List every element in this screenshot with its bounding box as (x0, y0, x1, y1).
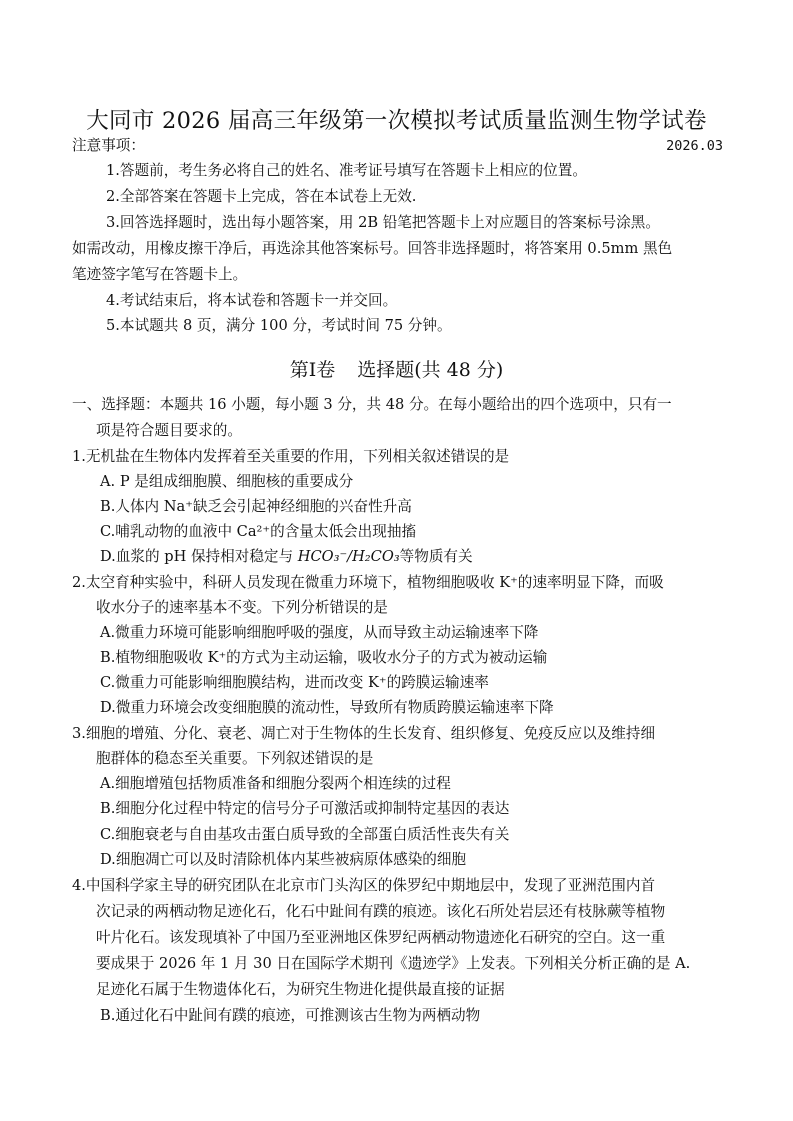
note-item-5: 5.本试题共 8 页，满分 100 分，考试时间 75 分钟。 (106, 317, 452, 334)
q1-stem: 1.无机盐在生物体内发挥着至关重要的作用，下列相关叙述错误的是 (72, 448, 510, 465)
exam-title: 大同市 2026 届高三年级第一次模拟考试质量监测生物学试卷 (86, 108, 707, 134)
q1-option-c: C.哺乳动物的血液中 Ca²⁺的含量太低会出现抽搐 (100, 523, 417, 540)
section-name: 选择题(共 48 分) (357, 359, 504, 381)
q3-stem-line-2: 胞群体的稳态至关重要。下列叙述错误的是 (96, 750, 374, 767)
q2-option-b: B.植物细胞吸收 K⁺的方式为主动运输，吸收水分子的方式为被动运输 (100, 649, 548, 666)
q2-stem-line-1: 2.太空育种实验中，科研人员发现在微重力环境下，植物细胞吸收 K⁺的速率明显下降，而吸 (72, 574, 664, 591)
note-item-3-cont-2: 笔迹签字笔写在答题卡上。 (72, 266, 248, 283)
q4-option-b: B.通过化石中趾间有蹼的痕迹，可推测该古生物为两栖动物 (100, 1007, 481, 1024)
q2-option-d: D.微重力环境会改变细胞膜的流动性，导致所有物质跨膜运输速率下降 (100, 699, 554, 716)
instructions-line-2: 项是符合题目要求的。 (96, 422, 242, 439)
q4-stem-line-4: 要成果于 2026 年 1 月 30 日在国际学术期刊《遗迹学》上发表。下列相关分析正确的是 A. (96, 955, 691, 972)
note-item-3-cont-1: 如需改动，用橡皮擦干净后，再选涂其他答案标号。回答非选择题时，将答案用 0.5mm 黑色 (72, 240, 673, 257)
q4-stem-line-3: 叶片化石。该发现填补了中国乃至亚洲地区侏罗纪两栖动物遗迹化石研究的空白。这一重 (96, 929, 666, 946)
q2-stem-line-2: 收水分子的速率基本不变。下列分析错误的是 (96, 599, 388, 616)
instructions-line-1: 一、选择题：本题共 16 小题，每小题 3 分，共 48 分。在每小题给出的四个选项中，只有一 (72, 396, 672, 413)
note-item-4: 4.考试结束后，将本试卷和答题卡一并交回。 (106, 292, 398, 309)
q3-stem-line-1: 3.细胞的增殖、分化、衰老、凋亡对于生物体的生长发育、组织修复、免疫反应以及维持细 (72, 725, 656, 742)
q3-option-b: B.细胞分化过程中特定的信号分子可激活或抑制特定基因的表达 (100, 800, 510, 817)
q4-stem-line-5: 足迹化石属于生物遗体化石，为研究生物进化提供最直接的证据 (96, 981, 505, 998)
notes-heading: 注意事项： (72, 137, 145, 154)
note-item-2: 2.全部答案在答题卡上完成，答在本试卷上无效. (106, 188, 417, 205)
section-part: 第Ⅰ卷 (289, 359, 336, 381)
q1-option-a: A. P 是组成细胞膜、细胞核的重要成分 (100, 473, 354, 490)
q1-option-b: B.人体内 Na⁺缺乏会引起神经细胞的兴奋性升高 (100, 498, 412, 515)
q1-option-d-tail: 等物质有关 (399, 548, 473, 565)
q1-option-d-text: D.血浆的 pH 保持相对稳定与 (100, 548, 294, 565)
section-heading (0, 355, 793, 382)
q4-stem-line-1: 4.中国科学家主导的研究团队在北京市门头沟区的侏罗纪中期地层中，发现了亚洲范围内首 (72, 877, 656, 894)
q2-option-c: C.微重力可能影响细胞膜结构，进而改变 K⁺的跨膜运输速率 (100, 674, 489, 691)
q3-option-c: C.细胞衰老与自由基攻击蛋白质导致的全部蛋白质活性丧失有关 (100, 826, 510, 843)
q1-option-d (100, 547, 473, 567)
q2-option-a: A.微重力环境可能影响细胞呼吸的强度，从而导致主动运输速率下降 (100, 624, 539, 641)
exam-date: 2026.03 (666, 138, 723, 154)
q4-stem-line-2: 次记录的两栖动物足迹化石，化石中趾间有蹼的痕迹。该化石所处岩层还有枝脉蕨等植物 (96, 903, 666, 920)
note-item-3: 3.回答选择题时，选出每小题答案，用 2B 铅笔把答题卡上对应题目的答案标号涂黑。 (106, 214, 660, 231)
q1-option-d-formula: HCO₃⁻/H₂CO₃ (297, 548, 400, 565)
note-item-1: 1.答题前，考生务必将自己的姓名、准考证号填写在答题卡上相应的位置。 (106, 162, 587, 179)
q3-option-a: A.细胞增殖包括物质准备和细胞分裂两个相连续的过程 (100, 775, 451, 792)
q3-option-d: D.细胞凋亡可以及时清除机体内某些被病原体感染的细胞 (100, 851, 467, 868)
